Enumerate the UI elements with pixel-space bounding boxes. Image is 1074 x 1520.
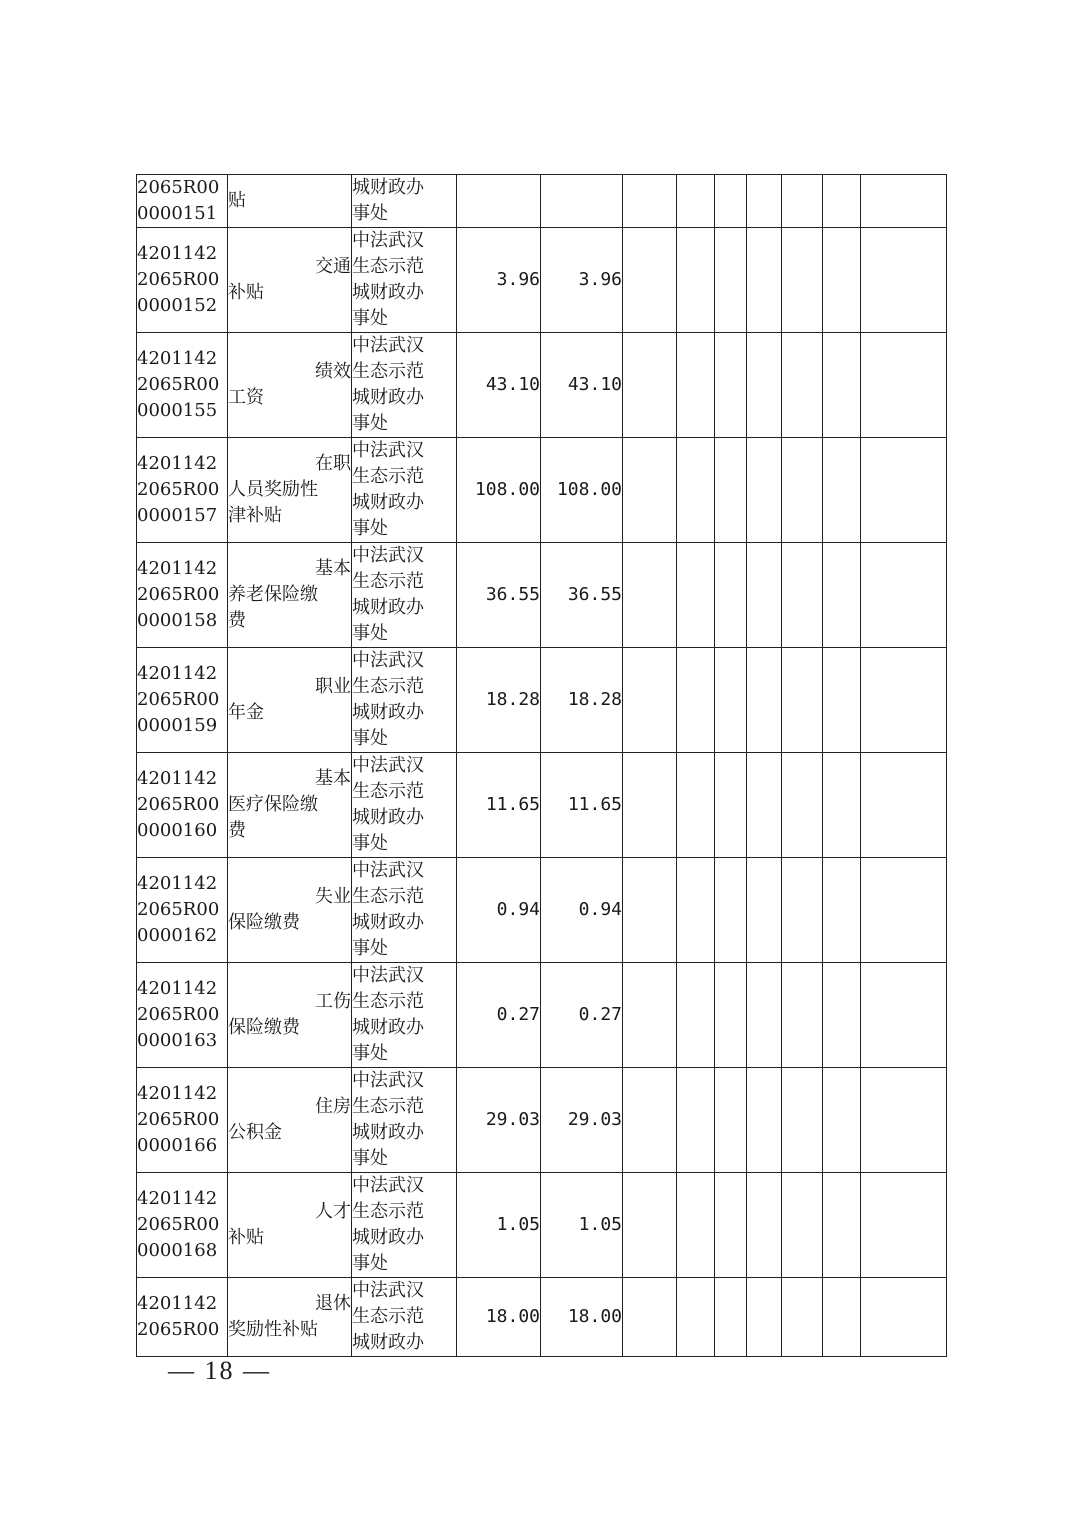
- empty-cell: [715, 175, 747, 228]
- empty-cell: [623, 228, 677, 333]
- empty-cell: [715, 228, 747, 333]
- item-name-first-line: 人才: [315, 1201, 351, 1222]
- page-number: — 18 —: [168, 1356, 271, 1385]
- project-code-line: 2065R00: [137, 1004, 220, 1025]
- empty-cell: [823, 228, 861, 333]
- item-name-line: 人员奖励性: [228, 479, 318, 500]
- empty-cell: [747, 438, 782, 543]
- department-line: 事处: [352, 938, 388, 959]
- department-line: 城财政办: [352, 597, 424, 618]
- empty-cell: [715, 543, 747, 648]
- item-name-cell: [228, 543, 352, 648]
- empty-cell: [861, 228, 947, 333]
- department-line: 生态示范: [352, 1201, 424, 1222]
- empty-cell: [677, 858, 715, 963]
- empty-cell: [823, 1173, 861, 1278]
- item-name-first-line: 职业: [315, 676, 351, 697]
- empty-cell: [861, 1278, 947, 1357]
- empty-cell: [861, 858, 947, 963]
- empty-cell: [861, 963, 947, 1068]
- project-code-line: 4201142: [137, 453, 218, 474]
- department-line: 事处: [352, 1043, 388, 1064]
- department-cell: [352, 648, 457, 753]
- department-line: 生态示范: [352, 361, 424, 382]
- department-line: 中法武汉: [352, 1175, 424, 1196]
- empty-cell: [747, 1068, 782, 1173]
- item-name-line: 奖励性补贴: [228, 1319, 318, 1340]
- item-name-line: 养老保险缴: [228, 584, 318, 605]
- project-code-line: 0000168: [137, 1240, 218, 1261]
- empty-cell: [823, 858, 861, 963]
- item-name-cell: [228, 1068, 352, 1173]
- amount-budget-cell: 29.03: [541, 1068, 623, 1173]
- empty-cell: [823, 1278, 861, 1357]
- department-cell: [352, 333, 457, 438]
- table-row: [137, 175, 947, 228]
- amount-total-cell: [457, 175, 541, 228]
- empty-cell: [782, 648, 823, 753]
- table-row: [137, 543, 947, 648]
- department-line: 城财政办: [352, 807, 424, 828]
- empty-cell: [782, 175, 823, 228]
- department-line: 生态示范: [352, 571, 424, 592]
- project-code-line: 0000155: [137, 400, 218, 421]
- department-cell: [352, 1278, 457, 1357]
- empty-cell: [623, 1068, 677, 1173]
- project-code-cell: [137, 1278, 228, 1357]
- amount-budget-cell: 0.27: [541, 963, 623, 1068]
- amount-total-cell: 108.00: [457, 438, 541, 543]
- department-line: 城财政办: [352, 702, 424, 723]
- project-code-line: 4201142: [137, 243, 218, 264]
- empty-cell: [715, 1278, 747, 1357]
- project-code-cell: [137, 648, 228, 753]
- amount-budget-cell: 11.65: [541, 753, 623, 858]
- department-line: 中法武汉: [352, 965, 424, 986]
- amount-total-cell: 18.28: [457, 648, 541, 753]
- table-row: [137, 1278, 947, 1357]
- empty-cell: [747, 175, 782, 228]
- table-row: [137, 963, 947, 1068]
- table-body: [137, 175, 947, 1357]
- empty-cell: [782, 858, 823, 963]
- project-code-line: 0000162: [137, 925, 218, 946]
- project-code-cell: [137, 753, 228, 858]
- item-name-cell: [228, 858, 352, 963]
- table-row: [137, 333, 947, 438]
- department-line: 事处: [352, 308, 388, 329]
- project-code-line: 2065R00: [137, 794, 220, 815]
- item-name-first-line: 绩效: [315, 361, 351, 382]
- empty-cell: [623, 1278, 677, 1357]
- amount-budget-cell: 18.28: [541, 648, 623, 753]
- empty-cell: [747, 753, 782, 858]
- department-line: 中法武汉: [352, 755, 424, 776]
- empty-cell: [823, 1068, 861, 1173]
- empty-cell: [623, 543, 677, 648]
- item-name-first-line: 住房: [315, 1096, 351, 1117]
- project-code-line: 2065R00: [137, 1214, 220, 1235]
- empty-cell: [861, 648, 947, 753]
- empty-cell: [782, 228, 823, 333]
- empty-cell: [823, 438, 861, 543]
- project-code-line: 0000152: [137, 295, 218, 316]
- empty-cell: [747, 543, 782, 648]
- project-code-line: 0000166: [137, 1135, 218, 1156]
- project-code-line: 2065R00: [137, 584, 220, 605]
- project-code-cell: [137, 963, 228, 1068]
- item-name-line: 工资: [228, 387, 264, 408]
- amount-budget-cell: [541, 175, 623, 228]
- project-code-line: 2065R00: [137, 1319, 220, 1340]
- department-line: 生态示范: [352, 991, 424, 1012]
- empty-cell: [715, 438, 747, 543]
- empty-cell: [823, 963, 861, 1068]
- item-name-line: 保险缴费: [228, 912, 300, 933]
- table-row: [137, 858, 947, 963]
- empty-cell: [677, 543, 715, 648]
- empty-cell: [623, 963, 677, 1068]
- department-line: 中法武汉: [352, 440, 424, 461]
- empty-cell: [623, 1173, 677, 1278]
- project-code-line: 0000159: [137, 715, 218, 736]
- department-cell: [352, 438, 457, 543]
- department-line: 生态示范: [352, 256, 424, 277]
- empty-cell: [747, 1173, 782, 1278]
- project-code-line: 0000157: [137, 505, 218, 526]
- empty-cell: [677, 228, 715, 333]
- amount-budget-cell: 0.94: [541, 858, 623, 963]
- project-code-line: 2065R00: [137, 689, 220, 710]
- project-code-line: 4201142: [137, 1083, 218, 1104]
- project-code-cell: [137, 858, 228, 963]
- department-line: 事处: [352, 518, 388, 539]
- amount-total-cell: 0.94: [457, 858, 541, 963]
- item-name-cell: [228, 648, 352, 753]
- empty-cell: [782, 963, 823, 1068]
- item-name-first-line: 退休: [315, 1293, 351, 1314]
- department-cell: [352, 1173, 457, 1278]
- project-code-line: 4201142: [137, 1293, 218, 1314]
- department-cell: [352, 228, 457, 333]
- department-line: 事处: [352, 728, 388, 749]
- empty-cell: [782, 438, 823, 543]
- project-code-line: 0000151: [137, 203, 218, 224]
- item-name-first-line: 交通: [315, 256, 351, 277]
- department-line: 中法武汉: [352, 860, 424, 881]
- table-row: [137, 438, 947, 543]
- empty-cell: [715, 753, 747, 858]
- project-code-cell: [137, 1173, 228, 1278]
- item-name-first-line: 失业: [315, 886, 351, 907]
- empty-cell: [623, 333, 677, 438]
- project-code-cell: [137, 333, 228, 438]
- empty-cell: [782, 1173, 823, 1278]
- project-code-line: 4201142: [137, 978, 218, 999]
- department-cell: [352, 175, 457, 228]
- department-line: 中法武汉: [352, 335, 424, 356]
- item-name-first-line: 基本: [315, 768, 351, 789]
- amount-total-cell: 29.03: [457, 1068, 541, 1173]
- item-name-cell: [228, 963, 352, 1068]
- table-row: [137, 753, 947, 858]
- amount-budget-cell: 3.96: [541, 228, 623, 333]
- department-line: 城财政办: [352, 387, 424, 408]
- empty-cell: [715, 963, 747, 1068]
- empty-cell: [782, 1068, 823, 1173]
- project-code-line: 2065R00: [137, 374, 220, 395]
- department-line: 中法武汉: [352, 650, 424, 671]
- empty-cell: [823, 648, 861, 753]
- item-name-line: 年金: [228, 702, 264, 723]
- department-line: 中法武汉: [352, 230, 424, 251]
- empty-cell: [747, 858, 782, 963]
- department-line: 城财政办: [352, 492, 424, 513]
- project-code-line: 4201142: [137, 558, 218, 579]
- department-line: 事处: [352, 1253, 388, 1274]
- empty-cell: [782, 333, 823, 438]
- item-name-line: 费: [228, 820, 246, 841]
- department-line: 事处: [352, 623, 388, 644]
- item-name-cell: [228, 333, 352, 438]
- empty-cell: [623, 648, 677, 753]
- empty-cell: [823, 543, 861, 648]
- item-name-first-line: 在职: [315, 453, 351, 474]
- empty-cell: [677, 1173, 715, 1278]
- project-code-line: 2065R00: [137, 899, 220, 920]
- empty-cell: [861, 753, 947, 858]
- empty-cell: [715, 1173, 747, 1278]
- empty-cell: [715, 648, 747, 753]
- empty-cell: [677, 963, 715, 1068]
- department-line: 城财政办: [352, 912, 424, 933]
- amount-budget-cell: 43.10: [541, 333, 623, 438]
- amount-budget-cell: 36.55: [541, 543, 623, 648]
- department-line: 事处: [352, 203, 388, 224]
- department-line: 生态示范: [352, 781, 424, 802]
- department-line: 中法武汉: [352, 545, 424, 566]
- empty-cell: [677, 333, 715, 438]
- amount-budget-cell: 18.00: [541, 1278, 623, 1357]
- empty-cell: [677, 648, 715, 753]
- item-name-line: 补贴: [228, 1227, 264, 1248]
- amount-total-cell: 36.55: [457, 543, 541, 648]
- table-row: [137, 1068, 947, 1173]
- project-code-line: 4201142: [137, 348, 218, 369]
- table-row: [137, 228, 947, 333]
- project-code-line: 4201142: [137, 663, 218, 684]
- department-line: 城财政办: [352, 1332, 424, 1353]
- project-code-cell: [137, 1068, 228, 1173]
- empty-cell: [715, 858, 747, 963]
- department-cell: [352, 753, 457, 858]
- empty-cell: [861, 1068, 947, 1173]
- amount-total-cell: 1.05: [457, 1173, 541, 1278]
- project-code-line: 0000160: [137, 820, 218, 841]
- item-name-line: 补贴: [228, 282, 264, 303]
- empty-cell: [823, 753, 861, 858]
- project-code-line: 0000158: [137, 610, 218, 631]
- project-code-cell: [137, 543, 228, 648]
- department-line: 中法武汉: [352, 1280, 424, 1301]
- department-line: 城财政办: [352, 1122, 424, 1143]
- department-line: 生态示范: [352, 1096, 424, 1117]
- empty-cell: [677, 1278, 715, 1357]
- empty-cell: [677, 175, 715, 228]
- department-line: 生态示范: [352, 1306, 424, 1327]
- item-name-cell: [228, 175, 352, 228]
- empty-cell: [715, 333, 747, 438]
- empty-cell: [747, 1278, 782, 1357]
- empty-cell: [861, 543, 947, 648]
- project-code-line: 2065R00: [137, 269, 220, 290]
- item-name-cell: [228, 228, 352, 333]
- department-line: 城财政办: [352, 282, 424, 303]
- item-name-line: 贴: [228, 190, 246, 211]
- department-line: 生态示范: [352, 886, 424, 907]
- department-line: 城财政办: [352, 1227, 424, 1248]
- project-code-cell: [137, 438, 228, 543]
- amount-total-cell: 11.65: [457, 753, 541, 858]
- empty-cell: [861, 333, 947, 438]
- item-name-line: 保险缴费: [228, 1017, 300, 1038]
- empty-cell: [782, 753, 823, 858]
- empty-cell: [782, 543, 823, 648]
- item-name-first-line: 工伤: [315, 991, 351, 1012]
- empty-cell: [823, 175, 861, 228]
- budget-table: [136, 174, 947, 1357]
- item-name-first-line: 基本: [315, 558, 351, 579]
- project-code-cell: [137, 228, 228, 333]
- empty-cell: [747, 648, 782, 753]
- department-cell: [352, 858, 457, 963]
- department-line: 城财政办: [352, 177, 424, 198]
- item-name-line: 医疗保险缴: [228, 794, 318, 815]
- amount-total-cell: 18.00: [457, 1278, 541, 1357]
- empty-cell: [747, 963, 782, 1068]
- table-row: [137, 1173, 947, 1278]
- item-name-cell: [228, 753, 352, 858]
- project-code-line: 2065R00: [137, 177, 220, 198]
- department-cell: [352, 543, 457, 648]
- empty-cell: [823, 333, 861, 438]
- item-name-cell: [228, 438, 352, 543]
- empty-cell: [861, 438, 947, 543]
- item-name-line: 费: [228, 610, 246, 631]
- amount-total-cell: 43.10: [457, 333, 541, 438]
- department-line: 事处: [352, 1148, 388, 1169]
- department-line: 生态示范: [352, 676, 424, 697]
- empty-cell: [715, 1068, 747, 1173]
- empty-cell: [747, 228, 782, 333]
- empty-cell: [623, 753, 677, 858]
- department-line: 事处: [352, 833, 388, 854]
- item-name-line: 津补贴: [228, 505, 282, 526]
- empty-cell: [747, 333, 782, 438]
- amount-total-cell: 0.27: [457, 963, 541, 1068]
- item-name-cell: [228, 1173, 352, 1278]
- project-code-cell: [137, 175, 228, 228]
- project-code-line: 4201142: [137, 768, 218, 789]
- amount-total-cell: 3.96: [457, 228, 541, 333]
- department-line: 生态示范: [352, 466, 424, 487]
- empty-cell: [677, 438, 715, 543]
- empty-cell: [623, 175, 677, 228]
- empty-cell: [861, 175, 947, 228]
- empty-cell: [623, 438, 677, 543]
- project-code-line: 4201142: [137, 1188, 218, 1209]
- department-cell: [352, 963, 457, 1068]
- project-code-line: 0000163: [137, 1030, 218, 1051]
- project-code-line: 2065R00: [137, 1109, 220, 1130]
- project-code-line: 4201142: [137, 873, 218, 894]
- department-line: 中法武汉: [352, 1070, 424, 1091]
- empty-cell: [782, 1278, 823, 1357]
- amount-budget-cell: 1.05: [541, 1173, 623, 1278]
- project-code-line: 2065R00: [137, 479, 220, 500]
- department-line: 事处: [352, 413, 388, 434]
- item-name-line: 公积金: [228, 1122, 282, 1143]
- department-line: 城财政办: [352, 1017, 424, 1038]
- amount-budget-cell: 108.00: [541, 438, 623, 543]
- table-row: [137, 648, 947, 753]
- empty-cell: [677, 1068, 715, 1173]
- empty-cell: [623, 858, 677, 963]
- department-cell: [352, 1068, 457, 1173]
- empty-cell: [677, 753, 715, 858]
- empty-cell: [861, 1173, 947, 1278]
- item-name-cell: [228, 1278, 352, 1357]
